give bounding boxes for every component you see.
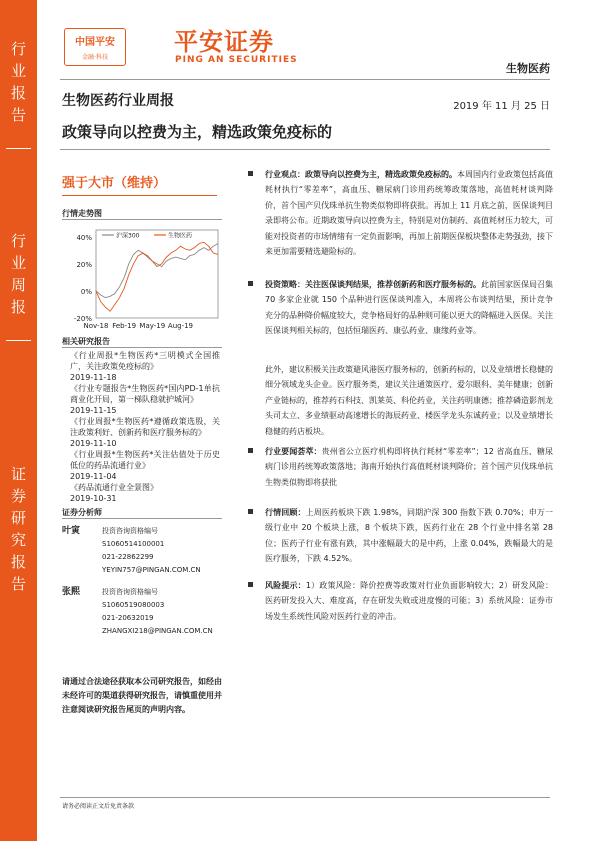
rating: 强于大市（维持） [62, 176, 167, 191]
report-date: 2019 年 11 月 25 日 [453, 101, 550, 112]
paragraph-body: 本周国内行业政策包括高值耗材执行“零差率”，高血压、糖尿病门诊用药统筹政策落地，高值耗材谈判降价，首个国产贝伐珠单抗生物类似物即将获批。再加上 11 月底之前，医保谈判目录即将公布。近期政策导向以控费为主，特别是对仿制药、高值耗材压力较大，可能对投资者的市场情绪有一定负面影响，再加上前期医保板块整体走势强劲，接下来更加需要精选避险标的。 [265, 170, 553, 257]
section-divider [62, 347, 222, 348]
paragraph [265, 362, 553, 439]
paragraph [265, 444, 553, 490]
paragraph-body: 1）政策风险：降价控费等政策对行业负面影响较大；2）研发风险：医药研发投入大、难度高，存在研发失败或进度慢的可能；3）系统风险：证券市场发生系统性风险对医药行业的冲击。 [265, 581, 553, 621]
bullet-marker [248, 281, 253, 286]
paragraph-body: 此外，建议积极关注政策避风港医疗服务标的，创新药标的，以及业绩增长稳健的细分领域龙头企业。医疗服务类，建议关注通策医疗、爱尔眼科、美年健康；创新产业链标的，推荐药石科技、凯莱英、科伦药业，关注药明康德；推荐磷造影剂龙头司太立、多业绩驱动高速增长的海辰药业、楼医学龙头东诚药业；以及业绩增长稳健的药店板块。 [265, 365, 553, 436]
title-divider [60, 149, 550, 150]
series-line-hs300 [96, 244, 218, 298]
footer-divider [60, 797, 550, 798]
sidebar-char: 报 [10, 298, 26, 316]
related-research-item[interactable] [70, 416, 220, 449]
paragraph-lead: 行业要闻荟萃： [265, 447, 322, 456]
paragraph-lead: 投资策略：关注医保谈判结果，推荐创新药和医疗服务标的。 [265, 280, 481, 289]
x-tick-label: May-19 [139, 322, 166, 330]
related-research-date: 2019-10-31 [70, 494, 117, 503]
related-research-label: 相关研究报告 [62, 337, 110, 346]
analyst-name: 张熙 [62, 587, 81, 597]
sidebar-char: 券 [10, 487, 26, 505]
paragraph-lead: 风险提示： [265, 581, 306, 590]
analyst-info [102, 525, 222, 577]
ping-an-group-logo [64, 28, 126, 66]
trend-chart-label: 行情走势图 [62, 209, 102, 218]
x-tick-label: Feb-19 [112, 322, 137, 330]
logo-small-line2: 金融·科技 [82, 54, 108, 61]
trend-chart [62, 220, 222, 335]
related-research-title: 《行业周报*生物医药*关注估值处于历史低位的药品流通行业》 [70, 450, 220, 470]
related-research-title: 《行业周报*生物医药*遵循政策选股，关注政策利好、创新药和医疗服务标的》 [70, 417, 220, 437]
analyst-info [102, 586, 222, 638]
analyst-cert-label: 投资咨询资格编号 [102, 527, 158, 535]
analysts-label: 证券分析师 [62, 508, 102, 517]
sidebar-char: 研 [10, 509, 26, 527]
paragraph [265, 505, 553, 567]
sidebar-divider [6, 340, 31, 341]
sidebar-char: 报 [10, 553, 26, 571]
analyst-email[interactable]: ZHANGXI218@PINGAN.COM.CN [102, 627, 213, 635]
legend-label: 沪深300 [116, 232, 140, 240]
related-research-date: 2019-11-15 [70, 406, 117, 415]
analyst-cert-label: 投资咨询资格编号 [102, 588, 158, 596]
section-divider [62, 518, 222, 519]
related-research-title: 《药品流通行业全景图》 [70, 483, 158, 492]
bullet-marker [248, 171, 253, 176]
footer-note: 请务必阅读正文后免责条款 [62, 803, 135, 810]
y-tick-label: 0% [80, 287, 92, 296]
sidebar-char: 周 [10, 276, 26, 294]
header-divider [60, 79, 550, 80]
sidebar [0, 0, 37, 841]
analyst-cert-number: S1060514100001 [102, 540, 165, 548]
y-tick-label: 40% [76, 233, 92, 242]
sidebar-char: 告 [10, 106, 26, 124]
sidebar-char: 证 [10, 465, 26, 483]
related-research-title: 《行业专题报告*生物医药*国内PD-1单抗商业化开局，第一梯队稳就护城河》 [70, 384, 220, 404]
paragraph [265, 167, 553, 259]
sidebar-char: 行 [10, 232, 26, 250]
analyst-phone: 021-20632019 [102, 614, 154, 622]
sidebar-label-weekly [0, 230, 37, 318]
analyst-email[interactable]: YEYIN757@PINGAN.COM.CN [102, 566, 201, 574]
x-tick-label: Aug-19 [167, 322, 194, 330]
report-type: 生物医药行业周报 [62, 93, 174, 109]
logo-small-line1: 中国平安 [75, 37, 115, 48]
sidebar-char: 行 [10, 40, 26, 58]
related-research-list [70, 350, 220, 504]
sidebar-char: 业 [10, 62, 26, 80]
brand-name-en: PING AN SECURITIES [175, 55, 298, 65]
side-disclaimer: 请通过合法途径获取本公司研究报告，如经由未经许可的渠道获得研究报告，请慎重使用并注意阅读研究报告尾页的声明内容。 [62, 677, 222, 714]
y-tick-label: -20% [73, 315, 92, 323]
brand-name-cn: 平安证券 [174, 28, 274, 56]
sidebar-divider [6, 148, 31, 149]
analyst-cert-number: S1060519080003 [102, 601, 165, 609]
paragraph [265, 277, 553, 339]
paragraph-body: 上周医药板块下跌 1.98%，同期沪深 300 指数下跌 0.70%；申万一级行业中 20 个板块上涨，8 个板块下跌，医药行业在 28 个行业中排名第 28 位；医药子行业有涨有跌，其中涨幅最大的是中药，上涨 0.04%，跌幅最大的是医疗服务，下跌 4.52%。 [265, 508, 553, 564]
analyst-phone: 021-22862299 [102, 553, 154, 561]
sidebar-label-industry-report [0, 38, 37, 126]
sidebar-char: 告 [10, 575, 26, 593]
bullet-marker [248, 582, 253, 587]
related-research-item[interactable] [70, 383, 220, 416]
paragraph-body: 贵州省公立医疗机构即将执行耗材“零差率”；12 省高血压、糖尿病门诊用药统筹政策落地；海南开始执行高值耗材谈判降价；首个国产贝伐珠单抗生物类似物即将获批 [265, 447, 554, 487]
sidebar-label-securities-research [0, 463, 37, 595]
sidebar-char: 报 [10, 84, 26, 102]
bullet-marker [248, 509, 253, 514]
paragraph-body: 此前国家医保局召集 70 多家企业就 150 个品种进行医保谈判准入，本周将公布谈判结果，预计竞争充分的品种降价幅度较大，竞争格局好的品种则可能以更大的降幅进入医保。关注医保谈判相关标的，包括恒瑞医药、康弘药业、康缘药业等。 [265, 280, 553, 336]
x-tick-label: Nov-18 [83, 322, 109, 330]
report-title: 政策导向以控费为主，精选政策免疫标的 [62, 123, 333, 141]
series-line-biomed [96, 242, 218, 311]
rating-underline [62, 195, 217, 196]
analyst-name: 叶寅 [62, 526, 81, 536]
related-research-title: 《行业周报*生物医药*三明模式全国推广，关注政策免疫标的》 [70, 351, 220, 371]
paragraph-lead: 行业观点：政策导向以控费为主，精选政策免疫标的。 [265, 170, 457, 179]
analyst-card [62, 586, 222, 646]
related-research-item[interactable] [70, 449, 220, 482]
related-research-item[interactable] [70, 482, 220, 504]
related-research-date: 2019-11-10 [70, 439, 117, 448]
analyst-card [62, 525, 222, 585]
trend-chart-svg [62, 220, 222, 335]
legend-label: 生物医药 [168, 232, 193, 240]
sidebar-char: 业 [10, 254, 26, 272]
related-research-date: 2019-11-18 [70, 373, 117, 382]
y-tick-label: 20% [76, 260, 92, 269]
sidebar-char: 究 [10, 531, 26, 549]
paragraph-lead: 行情回顾： [265, 508, 306, 517]
sector-label: 生物医药 [506, 62, 550, 75]
related-research-item[interactable] [70, 350, 220, 383]
related-research-date: 2019-11-04 [70, 472, 117, 481]
paragraph [265, 578, 553, 624]
bullet-marker [248, 448, 253, 453]
